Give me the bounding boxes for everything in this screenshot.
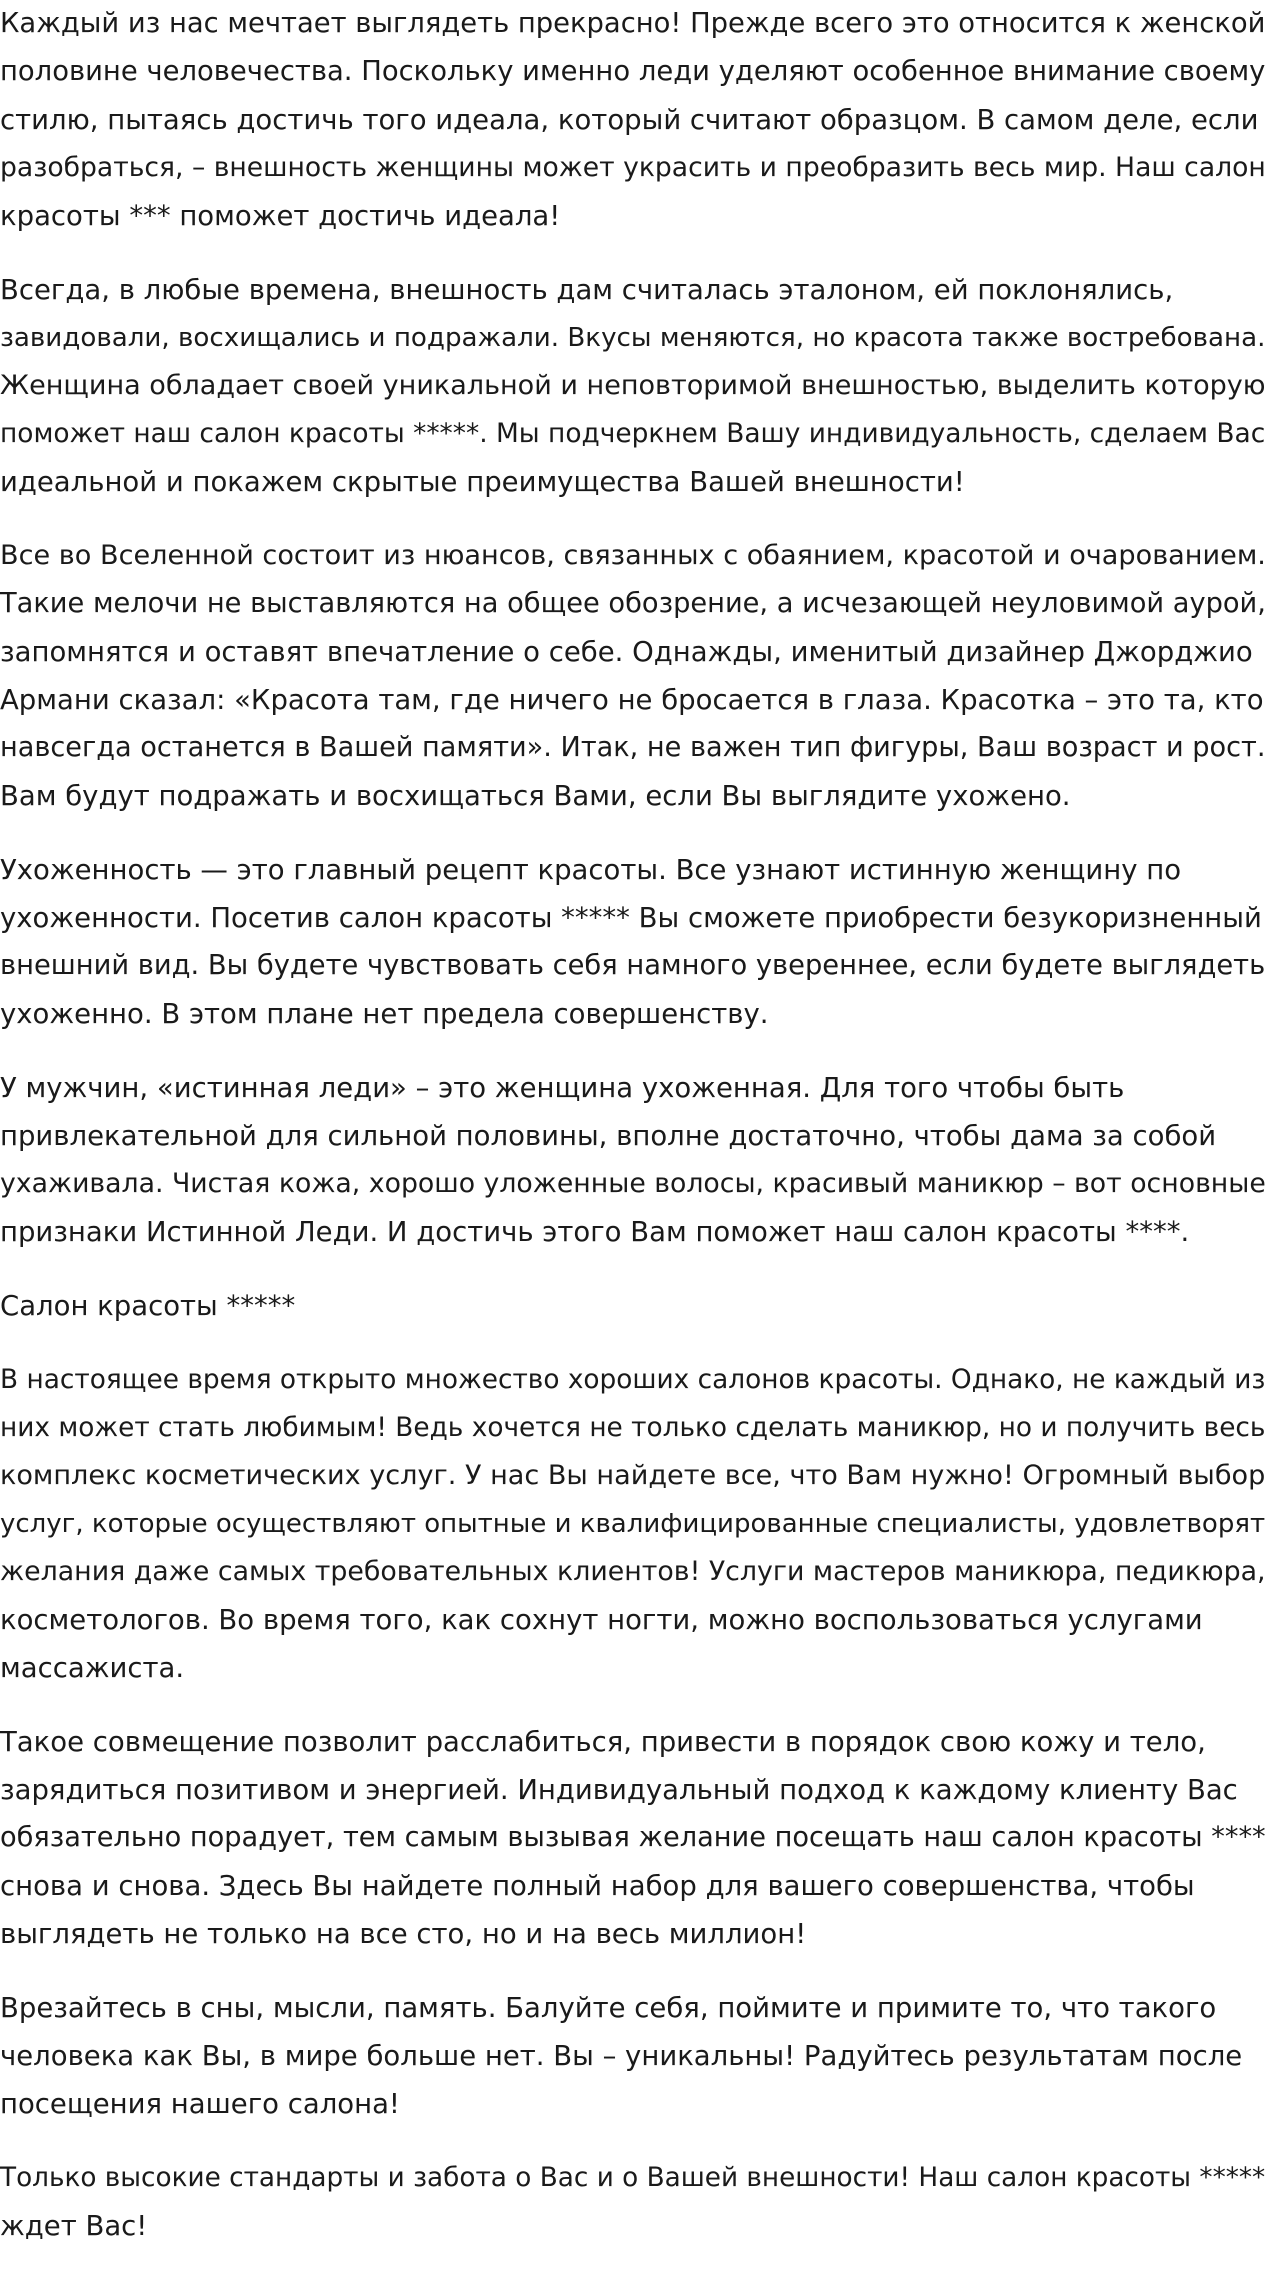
article-paragraph [0,1064,1270,1256]
paragraph-line: снова и снова. Здесь Вы найдете полный набор для вашего совершенства, чтобы [0,1870,1195,1902]
paragraph-line: Ухоженность — это главный рецепт красоты. Все узнают истинную женщину по [0,854,1182,886]
article-paragraph [0,2154,1270,2250]
paragraph-line: желания даже самых требовательных клиентов! Услуги мастеров маникюра, педикюра, [0,1556,1266,1587]
paragraph-line: Врезайтесь в сны, мысли, память. Балуйте себя, поймите и примите то, что такого [0,1992,1217,2024]
paragraph-line: выглядеть не только на все сто, но и на весь миллион! [0,1918,807,1950]
paragraph-line: Женщина обладает своей уникальной и неповторимой внешностью, выделить которую [0,370,1266,401]
paragraph-line: идеальной и покажем скрытые преимущества Вашей внешности! [0,466,965,498]
paragraph-line: ухоженности. Посетив салон красоты ***** Вы сможете приобрести безукоризненный [0,902,1262,934]
paragraph-line: поможет наш салон красоты *****. Мы подчеркнем Вашу индивидуальность, сделаем Вас [0,418,1266,449]
paragraph-line: привлекательной для сильной половины, вполне достаточно, чтобы дама за собой [0,1120,1217,1152]
paragraph-line: половине человечества. Поскольку именно леди уделяют особенное внимание своему [0,56,1266,87]
article-paragraph [0,266,1270,506]
paragraph-line: комплекс косметических услуг. У нас Вы найдете все, что Вам нужно! Огромный выбор [0,1460,1266,1491]
paragraph-line: признаки Истинной Леди. И достичь этого Вам поможет наш салон красоты ****. [0,1216,1190,1248]
paragraph-line: услуг, которые осуществляют опытные и квалифицированные специалисты, удовлетворят [0,1509,1266,1539]
paragraph-line: ухоженно. В этом плане нет предела совершенству. [0,998,769,1030]
article-paragraph [0,532,1270,820]
paragraph-line: ухаживала. Чистая кожа, хорошо уложенные волосы, красивый маникюр – вот основные [0,1168,1266,1199]
paragraph-line: Армани сказал: «Красота там, где ничего не бросается в глаза. Красотка – это та, кто [0,684,1264,716]
paragraph-line: обязательно порадует, тем самым вызывая желание посещать наш салон красоты **** [0,1822,1266,1853]
paragraph-line: Салон красоты ***** [0,1290,296,1322]
paragraph-line: В настоящее время открыто множество хороших салонов красоты. Однако, не каждый из [0,1365,1266,1395]
article-paragraph [0,846,1270,1038]
paragraph-line: Каждый из нас мечтает выглядеть прекрасно! Прежде всего это относится к женской [0,8,1266,39]
paragraph-line: косметологов. Во время того, как сохнут ногти, можно воспользоваться услугами [0,1604,1203,1636]
paragraph-line: завидовали, восхищались и подражали. Вкусы меняются, но красота также востребована. [0,323,1266,353]
article-paragraph [0,1282,1270,1330]
paragraph-line: навсегда останется в Вашей памяти». Итак, не важен тип фигуры, Ваш возраст и рост. [0,732,1266,763]
paragraph-line: разобраться, – внешность женщины может украсить и преобразить весь мир. Наш салон [0,152,1266,183]
paragraph-line: Вам будут подражать и восхищаться Вами, если Вы выглядите ухожено. [0,780,1071,812]
paragraph-line: Все во Вселенной состоит из нюансов, связанных с обаянием, красотой и очарованием. [0,540,1266,571]
article-paragraph [0,1718,1270,1958]
paragraph-line: ждет Вас! [0,2210,148,2242]
paragraph-line: них может стать любимым! Ведь хочется не только сделать маникюр, но и получить весь [0,1413,1266,1443]
article-paragraph [0,0,1270,240]
paragraph-line: Такое совмещение позволит расслабиться, привести в порядок свою кожу и тело, [0,1726,1206,1758]
paragraph-line: У мужчин, «истинная леди» – это женщина ухоженная. Для того чтобы быть [0,1072,1125,1104]
paragraph-line: Только высокие стандарты и забота о Вас и о Вашей внешности! Наш салон красоты ***** [0,2163,1266,2193]
paragraph-line: Такие мелочи не выставляются на общее обозрение, а исчезающей неуловимой аурой, [0,588,1266,619]
paragraph-line: человека как Вы, в мире больше нет. Вы – уникальны! Радуйтесь результатам после [0,2040,1243,2072]
paragraph-line: запомнятся и оставят впечатление о себе. Однажды, именитый дизайнер Джорджио [0,636,1253,668]
paragraph-line: посещения нашего салона! [0,2088,400,2120]
paragraph-line: стилю, пытаясь достичь того идеала, который считают образцом. В самом деле, если [0,104,1259,136]
paragraph-line: красоты *** поможет достичь идеала! [0,200,561,232]
paragraph-line: внешний вид. Вы будете чувствовать себя намного увереннее, если будете выглядеть [0,950,1266,981]
article-paragraph [0,1984,1270,2128]
paragraph-line: Всегда, в любые времена, внешность дам считалась эталоном, ей поклонялись, [0,274,1174,306]
paragraph-line: зарядиться позитивом и энергией. Индивидуальный подход к каждому клиенту Вас [0,1774,1238,1806]
paragraph-line: массажиста. [0,1652,185,1684]
article-paragraph [0,1356,1270,1692]
